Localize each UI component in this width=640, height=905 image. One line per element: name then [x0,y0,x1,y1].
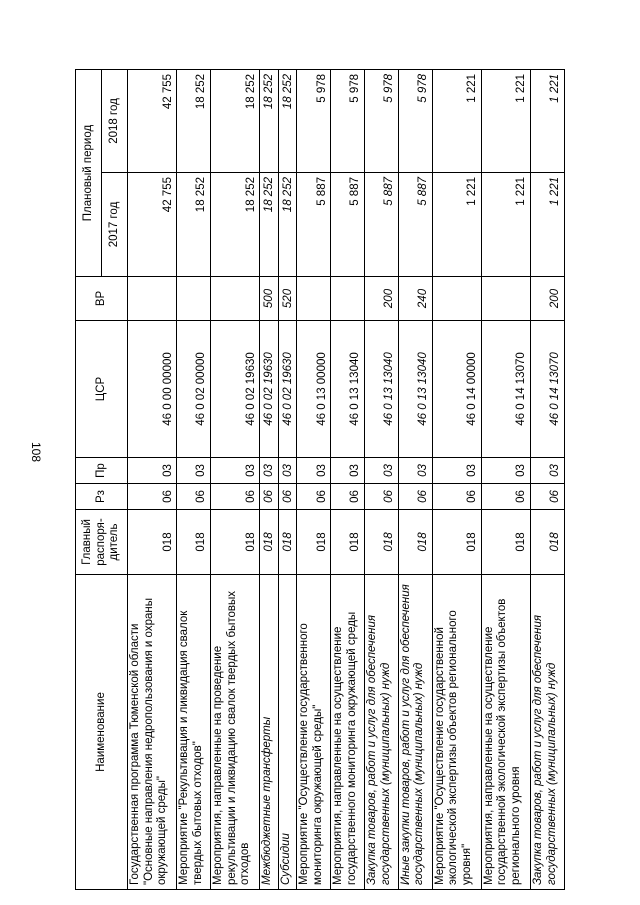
row-amount-2018: 18 252 [210,69,259,172]
row-manager: 018 [481,510,530,575]
row-name: Мероприятия, направленные на осуществление государственной экологической экспертизы объектов регионального уровня [481,575,530,890]
table-row [481,69,530,889]
row-rz: 06 [278,484,297,510]
row-name: Мероприятие "Осуществление государственной экологической экспертизы объектов регионального уровня" [432,575,481,890]
row-name: Закупка товаров, работ и услуг для обеспечения государственных (муниципальных) нужд [531,575,565,890]
row-pr: 03 [210,458,259,484]
row-amount-2017: 1 221 [481,173,530,277]
row-csr: 46 0 14 13070 [531,321,565,458]
row-amount-2018: 1 221 [481,69,530,172]
table-row [210,69,259,889]
row-amount-2017: 18 252 [278,173,297,277]
row-pr: 03 [481,458,530,484]
header-pr: Пр [76,458,128,484]
row-rz: 06 [398,484,432,510]
row-amount-2018: 18 252 [260,69,279,172]
row-csr: 46 0 02 00000 [177,321,211,458]
row-manager: 018 [297,510,331,575]
header-year-2017: 2017 год [102,173,128,277]
row-amount-2018: 42 755 [128,69,177,172]
table-row [177,69,211,889]
row-manager: 018 [398,510,432,575]
row-amount-2018: 5 978 [398,69,432,172]
row-manager: 018 [260,510,279,575]
row-csr: 46 0 02 19630 [278,321,297,458]
row-name: Мероприятия, направленные на проведение рекультивации и ликвидацию свалок твердых бытовых отходов [210,575,259,890]
row-rz: 06 [365,484,399,510]
row-pr: 03 [432,458,481,484]
row-manager: 018 [432,510,481,575]
row-csr: 46 0 02 19630 [210,321,259,458]
row-name: Государственная программа Тюменской области "Основные направления недропользования и охраны окружающей среды" [128,575,177,890]
table-body [128,69,565,889]
row-vr [128,277,177,321]
row-rz: 06 [432,484,481,510]
row-csr: 46 0 13 13040 [331,321,365,458]
row-manager: 018 [331,510,365,575]
header-rz: Рз [76,484,128,510]
row-vr [297,277,331,321]
row-rz: 06 [260,484,279,510]
row-vr: 520 [278,277,297,321]
row-pr: 03 [531,458,565,484]
header-name: Наименование [76,575,128,890]
row-vr [432,277,481,321]
row-name: Межбюджетные трансферты [260,575,279,890]
row-csr: 46 0 14 00000 [432,321,481,458]
row-amount-2017: 5 887 [297,173,331,277]
table-row [531,69,565,889]
row-amount-2017: 5 887 [365,173,399,277]
row-amount-2017: 5 887 [398,173,432,277]
table-row [297,69,331,889]
row-name: Иные закупки товаров, работ и услуг для обеспечения государственных (муниципальных) нужд [398,575,432,890]
header-manager: Главный распоря-дитель [76,510,128,575]
row-vr: 200 [365,277,399,321]
row-csr: 46 0 13 00000 [297,321,331,458]
table-row [128,69,177,889]
row-manager: 018 [531,510,565,575]
row-vr [177,277,211,321]
row-pr: 03 [177,458,211,484]
row-manager: 018 [278,510,297,575]
row-amount-2017: 18 252 [210,173,259,277]
row-rz: 06 [331,484,365,510]
row-amount-2018: 5 978 [331,69,365,172]
row-csr: 46 0 00 00000 [128,321,177,458]
table-header-row [76,69,102,889]
table-row [398,69,432,889]
row-amount-2017: 1 221 [432,173,481,277]
row-amount-2017: 18 252 [177,173,211,277]
row-rz: 06 [177,484,211,510]
row-vr: 500 [260,277,279,321]
row-pr: 03 [297,458,331,484]
row-amount-2018: 1 221 [531,69,565,172]
row-vr: 200 [531,277,565,321]
row-amount-2018: 18 252 [177,69,211,172]
row-pr: 03 [128,458,177,484]
row-pr: 03 [365,458,399,484]
row-csr: 46 0 14 13070 [481,321,530,458]
row-amount-2017: 18 252 [260,173,279,277]
row-rz: 06 [481,484,530,510]
row-manager: 018 [210,510,259,575]
row-csr: 46 0 02 19630 [260,321,279,458]
row-name: Мероприятия, направленные на осуществление государственного мониторинга окружающей среды [331,575,365,890]
row-name: Закупка товаров, работ и услуг для обеспечения государственных (муниципальных) нужд [365,575,399,890]
row-amount-2018: 1 221 [432,69,481,172]
table-row [278,69,297,889]
row-amount-2018: 5 978 [297,69,331,172]
header-planning-period: Плановый период [76,69,102,276]
row-csr: 46 0 13 13040 [365,321,399,458]
row-pr: 03 [260,458,279,484]
table-row [365,69,399,889]
row-amount-2017: 42 755 [128,173,177,277]
row-amount-2017: 5 887 [331,173,365,277]
row-rz: 06 [210,484,259,510]
row-name: Мероприятие "Осуществление государственного мониторинга окружающей среды" [297,575,331,890]
row-manager: 018 [365,510,399,575]
row-vr [210,277,259,321]
header-csr: ЦСР [76,321,128,458]
row-rz: 06 [128,484,177,510]
budget-table [75,69,565,890]
header-vr: ВР [76,277,128,321]
row-pr: 03 [278,458,297,484]
row-pr: 03 [398,458,432,484]
row-csr: 46 0 13 13040 [398,321,432,458]
row-manager: 018 [177,510,211,575]
row-rz: 06 [297,484,331,510]
row-vr [481,277,530,321]
page-number: 108 [29,441,43,463]
rotated-page-content [75,70,565,890]
row-amount-2017: 1 221 [531,173,565,277]
row-name: Субсидии [278,575,297,890]
row-vr [331,277,365,321]
table-row [432,69,481,889]
row-name: Мероприятие "Рекультивация и ликвидация свалок твердых бытовых отходов" [177,575,211,890]
table-row [260,69,279,889]
header-year-2018: 2018 год [102,69,128,172]
row-vr: 240 [398,277,432,321]
row-amount-2018: 18 252 [278,69,297,172]
table-row [331,69,365,889]
row-amount-2018: 5 978 [365,69,399,172]
row-rz: 06 [531,484,565,510]
row-pr: 03 [331,458,365,484]
row-manager: 018 [128,510,177,575]
